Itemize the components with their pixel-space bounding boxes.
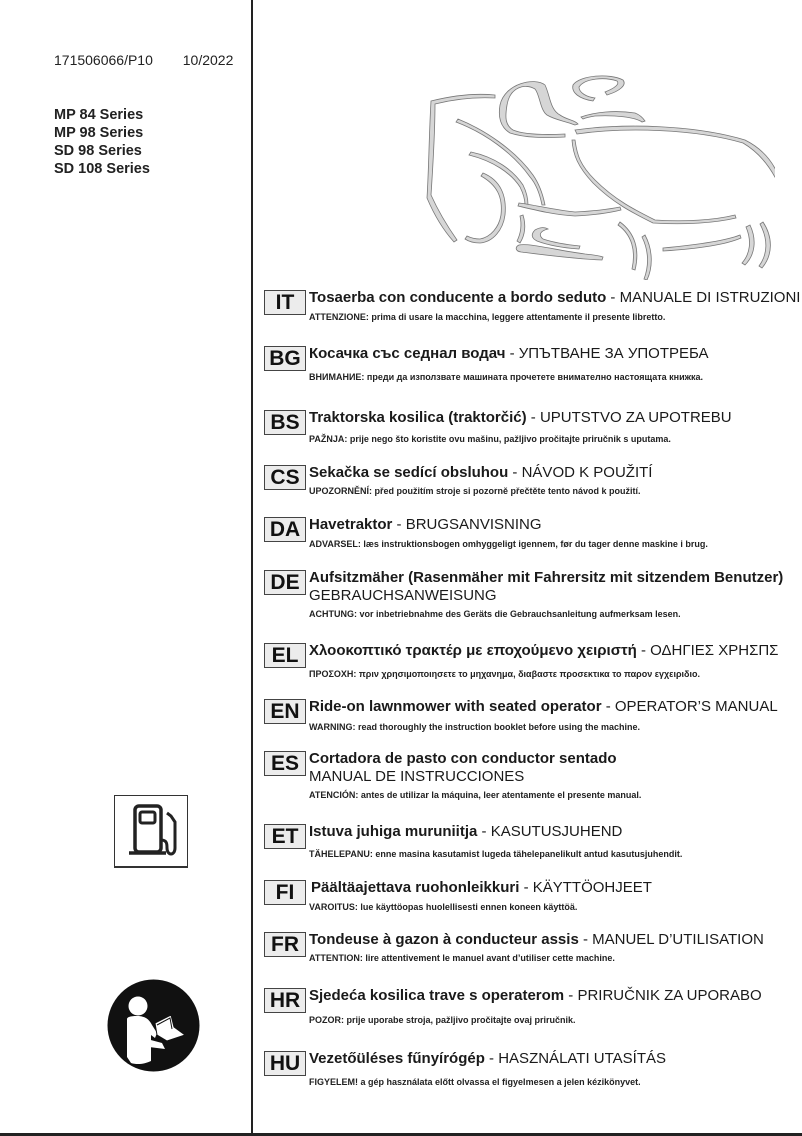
warning-text: ATTENZIONE: prima di usare la macchina, leggere attentamente il presente libretto. xyxy=(309,312,666,322)
language-title xyxy=(309,823,622,841)
product-name: Ride-on lawnmower with seated operator xyxy=(309,698,602,715)
language-title xyxy=(309,289,800,307)
document-code: 171506066/P10 xyxy=(54,52,153,68)
fuel-pump-icon xyxy=(114,795,188,868)
warning-text: POZOR: prije uporabe stroja, pažljivo pročitajte ovaj priručnik. xyxy=(309,1015,576,1025)
read-manual-icon xyxy=(107,979,200,1072)
language-title xyxy=(309,698,778,716)
language-code-badge: CS xyxy=(264,465,306,490)
manual-title: - УПЪТВАНЕ ЗА УПОТРЕБА xyxy=(505,345,709,362)
warning-text: ACHTUNG: vor inbetriebnahme des Geräts die Gebrauchsanleitung aufmerksam lesen. xyxy=(309,609,681,619)
language-code-badge: FR xyxy=(264,932,306,957)
manual-title: - PRIRUČNIK ZA UPORABO xyxy=(564,987,762,1004)
manual-title: - OPERATOR’S MANUAL xyxy=(601,698,778,715)
warning-text: UPOZORNĚNÍ: před použitím stroje si pozorně přečtěte tento návod k použití. xyxy=(309,486,641,496)
warning-text: ΠΡΟΣΟΧΗ: πριν χρησιμοποιησετε το μηχανημα, διαβαστε προσεκτικα το παρον εγχειριδιο. xyxy=(309,669,700,679)
language-title xyxy=(309,409,732,427)
warning-text: PAŽNJA: prije nego što koristite ovu mašinu, pažljivo pročitajte priručnik s uputama. xyxy=(309,434,671,444)
series-item: MP 98 Series xyxy=(54,125,144,141)
language-code-badge: ET xyxy=(264,824,306,849)
manual-title: - KASUTUSJUHEND xyxy=(477,823,623,840)
product-name: Sekačka se sedící obsluhou xyxy=(309,464,509,481)
language-code-badge: FI xyxy=(264,880,306,905)
language-code-badge: BS xyxy=(264,410,306,435)
product-name: Cortadora de pasto con conductor sentado xyxy=(309,750,617,767)
language-code-badge: HR xyxy=(264,988,306,1013)
warning-text: ATTENTION: lire attentivement le manuel avant d’utiliser cette machine. xyxy=(309,953,615,963)
manual-title: - ΟΔΗΓΙΕΣ ΧΡΗΣΠΣ xyxy=(636,642,779,659)
language-code-badge: BG xyxy=(264,346,306,371)
manual-title: MANUAL DE INSTRUCCIONES xyxy=(309,768,525,785)
document-date: 10/2022 xyxy=(182,52,234,68)
series-list xyxy=(54,106,150,178)
warning-text: ВНИМАНИЕ: преди да използвате машината прочетете внимателно настоящата книжка. xyxy=(309,372,704,382)
ride-on-mower-illustration xyxy=(395,55,775,280)
manual-title: - BRUGSANVISNING xyxy=(392,516,542,533)
product-name: Χλοοκοπτικό τρακτέρ με εποχούμενο χειριστή xyxy=(309,642,637,659)
product-name: Aufsitzmäher (Rasenmäher mit Fahrersitz mit sitzendem Benutzer) xyxy=(309,569,784,586)
warning-text: TÄHELEPANU: enne masina kasutamist lugeda tähelepanelikult antud kasutusjuhendit. xyxy=(309,849,683,859)
language-code-badge: DA xyxy=(264,517,306,542)
manual-title: - MANUEL D’UTILISATION xyxy=(578,931,764,948)
manual-title: - MANUALE DI ISTRUZIONI xyxy=(606,289,801,306)
product-name: Sjedeća kosilica trave s operaterom xyxy=(309,987,565,1004)
manual-title: - KÄYTTÖOHJEET xyxy=(519,879,652,896)
manual-title: - UPUTSTVO ZA UPOTREBU xyxy=(526,409,732,426)
product-name: Istuva juhiga muruniitja xyxy=(309,823,478,840)
language-title xyxy=(311,879,652,897)
product-name: Traktorska kosilica (traktorčić) xyxy=(309,409,527,426)
warning-text: ADVARSEL: læs instruktionsbogen omhyggeligt igennem, før du tager denne maskine i brug. xyxy=(309,539,708,549)
manual-title: - HASZNÁLATI UTASÍTÁS xyxy=(484,1050,667,1067)
product-name: Косачка със седнал водач xyxy=(309,345,506,362)
series-item: SD 108 Series xyxy=(54,161,150,177)
language-code-badge: HU xyxy=(264,1051,306,1076)
language-title xyxy=(309,516,542,534)
language-code-badge: EN xyxy=(264,699,306,724)
warning-text: VAROITUS: lue käyttöopas huolellisesti ennen koneen käyttöä. xyxy=(309,902,578,912)
language-title xyxy=(309,1050,666,1068)
manual-title: GEBRAUCHSANWEISUNG xyxy=(309,587,497,604)
product-name: Tosaerba con conducente a bordo seduto xyxy=(309,289,607,306)
language-title xyxy=(309,931,764,949)
manual-title: - NÁVOD K POUŽITÍ xyxy=(508,464,653,481)
vertical-divider xyxy=(251,0,253,1136)
language-code-badge: IT xyxy=(264,290,306,315)
language-title xyxy=(309,987,762,1005)
language-title xyxy=(309,345,709,363)
language-code-badge: DE xyxy=(264,570,306,595)
language-title xyxy=(309,750,617,768)
language-title xyxy=(309,569,783,587)
warning-text: FIGYELEM! a gép használata előtt olvassa el figyelmesen a jelen kézikönyvet. xyxy=(309,1077,641,1087)
series-item: MP 84 Series xyxy=(54,107,144,123)
language-title xyxy=(309,464,652,482)
warning-text: WARNING: read thoroughly the instruction booklet before using the machine. xyxy=(309,722,641,732)
language-code-badge: EL xyxy=(264,643,306,668)
product-name: Havetraktor xyxy=(309,516,393,533)
product-name: Vezetőüléses fűnyírógép xyxy=(309,1050,485,1067)
product-name: Päältäajettava ruohonleikkuri xyxy=(311,879,520,896)
language-title xyxy=(309,642,778,660)
language-code-badge: ES xyxy=(264,751,306,776)
warning-text: ATENCIÓN: antes de utilizar la máquina, leer atentamente el presente manual. xyxy=(309,790,642,800)
document-info xyxy=(54,52,233,68)
product-name: Tondeuse à gazon à conducteur assis xyxy=(309,931,579,948)
series-item: SD 98 Series xyxy=(54,143,142,159)
